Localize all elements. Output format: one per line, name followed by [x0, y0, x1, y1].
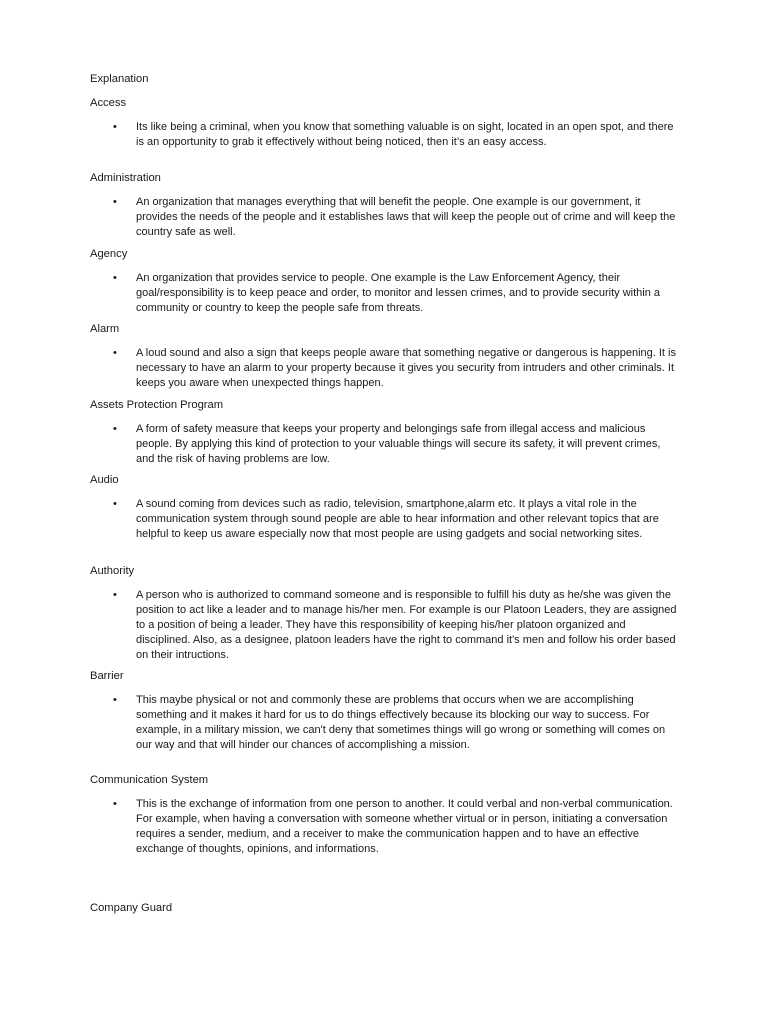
glossary-section-audio	[90, 473, 690, 542]
bullet-icon: •	[113, 589, 117, 601]
definition-text: A form of safety measure that keeps your property and belongings safe from illegal access and malicious people. By applying this kind of protection to your valuable things will secure its safety, it will prevent crimes, and the risk of having problems are low.	[136, 423, 661, 465]
definition-item	[90, 195, 690, 240]
definition-item	[90, 422, 690, 467]
definition-text: An organization that manages everything that will benefit the people. One example is our government, it provides the needs of the people and it establishes laws that will keep the people out of crime and will keep the country safe as well.	[136, 196, 676, 238]
glossary-section-administration	[90, 171, 690, 240]
term-heading: Company Guard	[90, 902, 173, 914]
term-heading: Alarm	[90, 323, 120, 335]
term-heading: Audio	[90, 474, 119, 486]
term-heading: Agency	[90, 248, 128, 260]
definition-text: An organization that provides service to people. One example is the Law Enforcement Agency, their goal/responsibility is to keep peace and order, to monitor and lessen crimes, and to provide security within a community or country to keep the people safe from threats.	[136, 272, 661, 314]
definition-item	[90, 797, 690, 857]
definition-text: Its like being a criminal, when you know that something valuable is on sight, located in an open spot, and there is an opportunity to grab it effectively without being noticed, then it’s an easy access.	[136, 121, 674, 148]
glossary-section-barrier	[90, 669, 690, 753]
glossary-section-agency	[90, 247, 690, 316]
bullet-icon: •	[113, 272, 117, 284]
glossary-section-company-guard	[90, 901, 690, 916]
glossary-section-alarm	[90, 322, 690, 391]
glossary-section-communication-system	[90, 773, 690, 857]
definition-item	[90, 693, 690, 753]
definition-item	[90, 346, 690, 391]
bullet-icon: •	[113, 498, 117, 510]
bullet-icon: •	[113, 423, 117, 435]
term-heading: Communication System	[90, 774, 209, 786]
definition-text: A sound coming from devices such as radio, television, smartphone,alarm etc. It plays a vital role in the communication system through sound people are able to hear information and other relevant topics that are helpful to keep us aware especially now that most people are using gadgets and social networking sites.	[136, 498, 659, 540]
term-heading: Authority	[90, 565, 135, 577]
bullet-icon: •	[113, 798, 117, 810]
term-heading: Assets Protection Program	[90, 399, 224, 411]
term-heading: Access	[90, 97, 127, 109]
bullet-icon: •	[113, 196, 117, 208]
glossary-section-authority	[90, 564, 690, 663]
term-heading: Administration	[90, 172, 161, 184]
term-heading: Barrier	[90, 670, 124, 682]
glossary-section-assets-protection-program	[90, 398, 690, 467]
definition-text: This maybe physical or not and commonly these are problems that occurs when we are accomplishing something and it makes it hard for us to do things effectively because its blocking our way to success. For example, in a military mission, we can't deny that sometimes things will go wrong or something will comes on our way and that will hinder our chances of accomplishing a mission.	[136, 694, 666, 751]
definition-item	[90, 497, 690, 542]
definition-item	[90, 588, 690, 663]
glossary-section-access	[90, 96, 690, 150]
bullet-icon: •	[113, 694, 117, 706]
document-title: Explanation	[90, 73, 149, 85]
definition-text: This is the exchange of information from one person to another. It could verbal and non-verbal communication. For example, when having a conversation with someone whether virtual or in person, initiating a conversation requires a sender, medium, and a receiver to make the communication happen and to have an effective exchange of thoughts, opinions, and informations.	[136, 798, 673, 855]
definition-item	[90, 271, 690, 316]
definition-item	[90, 120, 690, 150]
definition-text: A loud sound and also a sign that keeps people aware that something negative or dangerous is happening. It is necessary to have an alarm to your property because it gives you security from intruders and other criminals. It keeps you aware when unexpected things happen.	[136, 347, 676, 389]
bullet-icon: •	[113, 121, 117, 133]
definition-text: A person who is authorized to command someone and is responsible to fulfill his duty as he/she was given the position to act like a leader and to manage his/her men. For example is our Platoon Leaders, they are assigned to a position of being a leader. They have this responsibility of keeping his/her platoon organized and disciplined. Also, as a designee, platoon leaders have the right to command it's men and follow his order based on their intructions.	[136, 589, 677, 661]
bullet-icon: •	[113, 347, 117, 359]
